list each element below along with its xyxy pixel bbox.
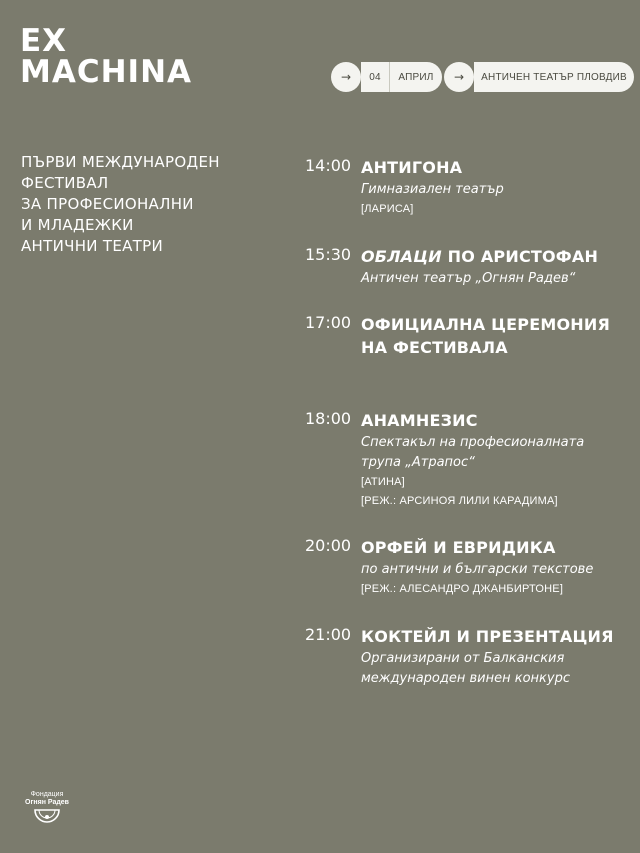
date-month: АПРИЛ — [389, 62, 442, 92]
event-time: 21:00 — [305, 625, 352, 644]
event-subtitle: Спектакъл на професионалната — [361, 435, 585, 450]
event-subtitle: Организирани от Балканския — [361, 651, 565, 666]
event-note: [АТИНА] — [361, 476, 405, 488]
event-subtitle: трупа „Атрапос“ — [361, 455, 475, 470]
event-title: ОРФЕЙ И ЕВРИДИКА — [361, 538, 556, 557]
intro-line: ФЕСТИВАЛ — [21, 174, 109, 192]
logo-line-2: MACHINA — [20, 54, 193, 90]
arrow-right-icon[interactable]: → — [331, 62, 361, 92]
foundation-logo — [22, 791, 72, 827]
festival-intro — [21, 152, 281, 257]
intro-line: И МЛАДЕЖКИ — [21, 216, 134, 234]
venue-label: АНТИЧЕН ТЕАТЪР ПЛОВДИВ — [474, 62, 634, 92]
event-time: 20:00 — [305, 536, 352, 555]
logo-line-1: EX — [20, 23, 68, 59]
intro-line: ПЪРВИ МЕЖДУНАРОДЕН — [21, 153, 220, 171]
event-title — [361, 245, 636, 268]
event-title-line: НА ФЕСТИВАЛА — [361, 338, 508, 357]
event-note: [РЕЖ.: АЛЕСАНДРО ДЖАНБИРТОНЕ] — [361, 583, 564, 595]
event-note: [ЛАРИСА] — [361, 203, 414, 215]
event-time: 18:00 — [305, 409, 352, 428]
event-title: АНАМНЕЗИС — [361, 411, 478, 430]
event-title-rest: ПО АРИСТОФАН — [441, 247, 599, 266]
event-title: КОКТЕЙЛ И ПРЕЗЕНТАЦИЯ — [361, 627, 614, 646]
event-subtitle: Гимназиален театър — [361, 182, 504, 197]
arrow-right-icon[interactable]: → — [444, 62, 474, 92]
logo — [20, 23, 193, 90]
event-time: 17:00 — [305, 313, 352, 332]
date-day: 04 — [361, 62, 389, 92]
foundation-label: Фондация — [30, 791, 64, 798]
foundation-name: Огнян Радев — [25, 799, 69, 806]
event-time: 15:30 — [305, 245, 352, 264]
event-time: 14:00 — [305, 156, 352, 175]
theatre-mask-icon — [34, 809, 60, 827]
event-subtitle: Античен театър „Огнян Радев“ — [361, 271, 576, 286]
date-venue-nav — [331, 62, 634, 92]
event-title-line: ОФИЦИАЛНА ЦЕРЕМОНИЯ — [361, 315, 610, 334]
event-title: АНТИГОНА — [361, 158, 463, 177]
event-note: [РЕЖ.: АРСИНОЯ ЛИЛИ КАРАДИМА] — [361, 495, 558, 507]
intro-line: ЗА ПРОФЕСИОНАЛНИ — [21, 195, 194, 213]
event-subtitle: международен винен конкурс — [361, 671, 570, 686]
event-title-italic: ОБЛАЦИ — [361, 247, 442, 266]
event-subtitle: по антични и български текстове — [361, 562, 594, 577]
intro-line: АНТИЧНИ ТЕАТРИ — [21, 237, 164, 255]
